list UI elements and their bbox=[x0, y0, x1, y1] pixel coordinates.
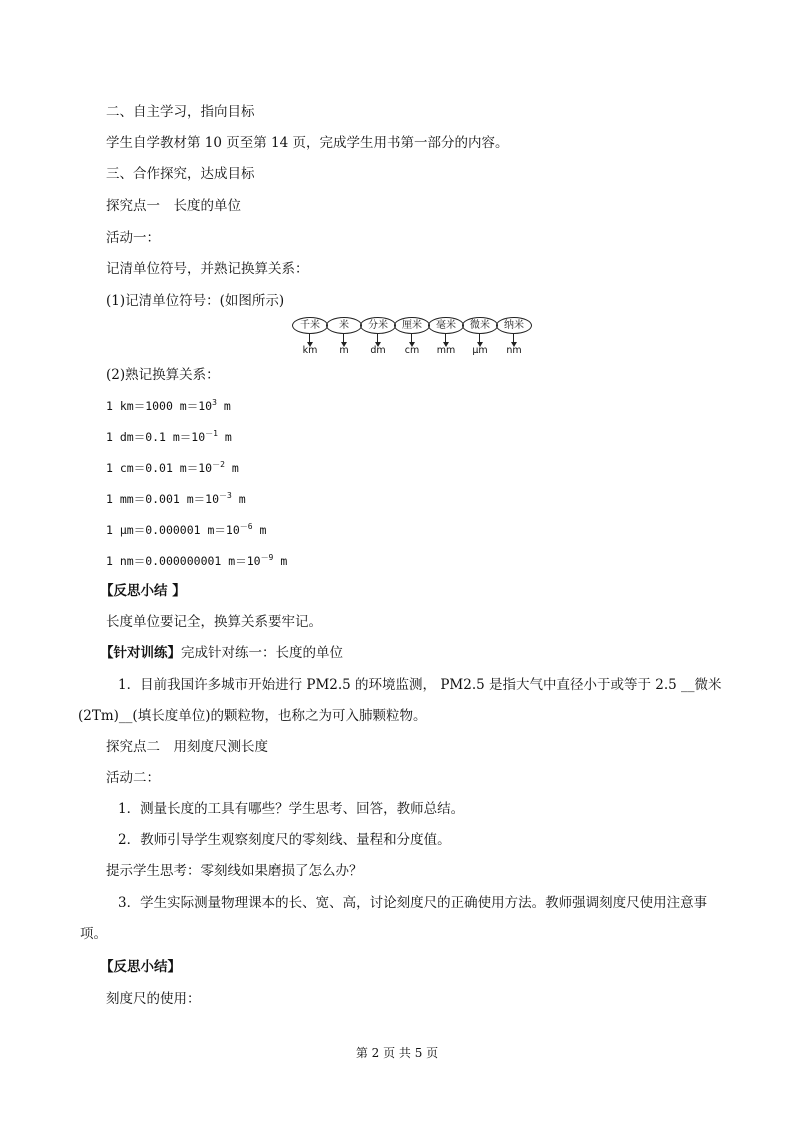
down-arrow-icon bbox=[377, 334, 378, 344]
hint-line: 提示学生思考：零刻线如果磨损了怎么办？ bbox=[106, 863, 363, 879]
conversion-lhs: 1 km＝1000 m＝10 bbox=[106, 399, 213, 413]
question-line: (2Tm)__(填长度单位)的颗粒物，也称之为可入肺颗粒物。 bbox=[78, 708, 427, 724]
conversion-exponent: －2 bbox=[212, 460, 225, 469]
reflect-title: 【反思小结】 bbox=[100, 959, 181, 975]
conversion-lhs: 1 mm＝0.001 m＝10 bbox=[106, 492, 220, 506]
conversion-unit: m bbox=[273, 554, 288, 568]
subsection-heading: 探究点二 用刻度尺测长度 bbox=[106, 739, 268, 755]
unit-symbol-diagram bbox=[292, 315, 532, 359]
conversion-exponent: －9 bbox=[260, 553, 274, 562]
list-item: 2．教师引导学生观察刻度尺的零刻线、量程和分度值。 bbox=[118, 832, 451, 848]
unit-name: 纳米 bbox=[496, 317, 532, 334]
unit-name: 厘米 bbox=[394, 317, 430, 334]
activity-label: 活动二： bbox=[106, 770, 160, 786]
down-arrow-icon bbox=[513, 334, 514, 344]
unit-symbol: mm bbox=[436, 345, 456, 356]
conversion-row bbox=[106, 490, 246, 508]
paragraph: 长度单位要记全，换算关系要牢记。 bbox=[106, 614, 322, 630]
conversion-lhs: 1 cm＝0.01 m＝10 bbox=[106, 461, 213, 475]
step-label: (1)记清单位符号：(如图所示) bbox=[106, 293, 285, 309]
unit-name: 分米 bbox=[360, 317, 396, 334]
conversion-exponent: －1 bbox=[205, 429, 218, 438]
conversion-unit: m bbox=[216, 399, 231, 413]
unit-symbol: nm bbox=[506, 345, 522, 356]
paragraph: 刻度尺的使用： bbox=[106, 991, 201, 1007]
list-item: 1．测量长度的工具有哪些？学生思考、回答，教师总结。 bbox=[118, 801, 465, 817]
page-footer: 第 2 页 共 5 页 bbox=[355, 1046, 439, 1060]
conversion-lhs: 1 nm＝0.000000001 m＝10 bbox=[106, 554, 261, 568]
conversion-unit: m bbox=[218, 430, 232, 444]
conversion-lhs: 1 μm＝0.000001 m＝10 bbox=[106, 523, 240, 537]
training-line bbox=[100, 644, 343, 662]
unit-symbol: μm bbox=[472, 345, 488, 356]
question-line: 1．目前我国许多城市开始进行 PM2.5 的环境监测， PM2.5 是指大气中直径小于或等于 2.5 __微米 bbox=[118, 677, 722, 693]
unit-name: 微米 bbox=[462, 317, 498, 334]
unit-symbol: cm bbox=[404, 345, 420, 356]
conversion-row bbox=[106, 459, 239, 477]
down-arrow-icon bbox=[309, 334, 310, 344]
conversion-unit: m bbox=[231, 492, 246, 506]
conversion-row bbox=[106, 552, 287, 570]
list-item: 3．学生实际测量物理课本的长、宽、高，讨论刻度尺的正确使用方法。教师强调刻度尺使用注意事 bbox=[118, 895, 708, 911]
training-title: 【针对训练】 bbox=[100, 645, 181, 661]
subsection-heading: 探究点一 长度的单位 bbox=[106, 198, 241, 214]
conversion-row bbox=[106, 397, 231, 415]
training-text: 完成针对练一：长度的单位 bbox=[181, 645, 343, 661]
activity-label: 活动一： bbox=[106, 230, 160, 246]
unit-item bbox=[496, 315, 532, 359]
conversion-unit: m bbox=[252, 523, 267, 537]
unit-symbol: m bbox=[339, 345, 349, 356]
unit-name: 米 bbox=[326, 317, 362, 334]
unit-name: 千米 bbox=[292, 317, 328, 334]
unit-name: 毫米 bbox=[428, 317, 464, 334]
conversion-lhs: 1 dm＝0.1 m＝10 bbox=[106, 430, 206, 444]
unit-symbol: dm bbox=[370, 345, 386, 356]
conversion-row bbox=[106, 428, 232, 446]
conversion-exponent: －3 bbox=[219, 491, 232, 500]
down-arrow-icon bbox=[411, 334, 412, 344]
down-arrow-icon bbox=[445, 334, 446, 344]
reflect-title: 【反思小结 】 bbox=[100, 583, 186, 599]
conversion-row bbox=[106, 521, 266, 539]
section-heading: 二、自主学习，指向目标 bbox=[106, 104, 255, 120]
paragraph: 记清单位符号，并熟记换算关系： bbox=[106, 261, 309, 277]
conversion-unit: m bbox=[224, 461, 239, 475]
down-arrow-icon bbox=[479, 334, 480, 344]
conversion-exponent: －6 bbox=[239, 522, 253, 531]
section-heading: 三、合作探究，达成目标 bbox=[106, 166, 255, 182]
unit-symbol: km bbox=[302, 345, 318, 356]
down-arrow-icon bbox=[343, 334, 344, 344]
paragraph: 学生自学教材第 10 页至第 14 页，完成学生用书第一部分的内容。 bbox=[106, 135, 509, 151]
conversion-exponent: 3 bbox=[212, 398, 217, 407]
list-item-continuation: 项。 bbox=[80, 926, 107, 942]
step-label: (2)熟记换算关系： bbox=[106, 367, 220, 383]
